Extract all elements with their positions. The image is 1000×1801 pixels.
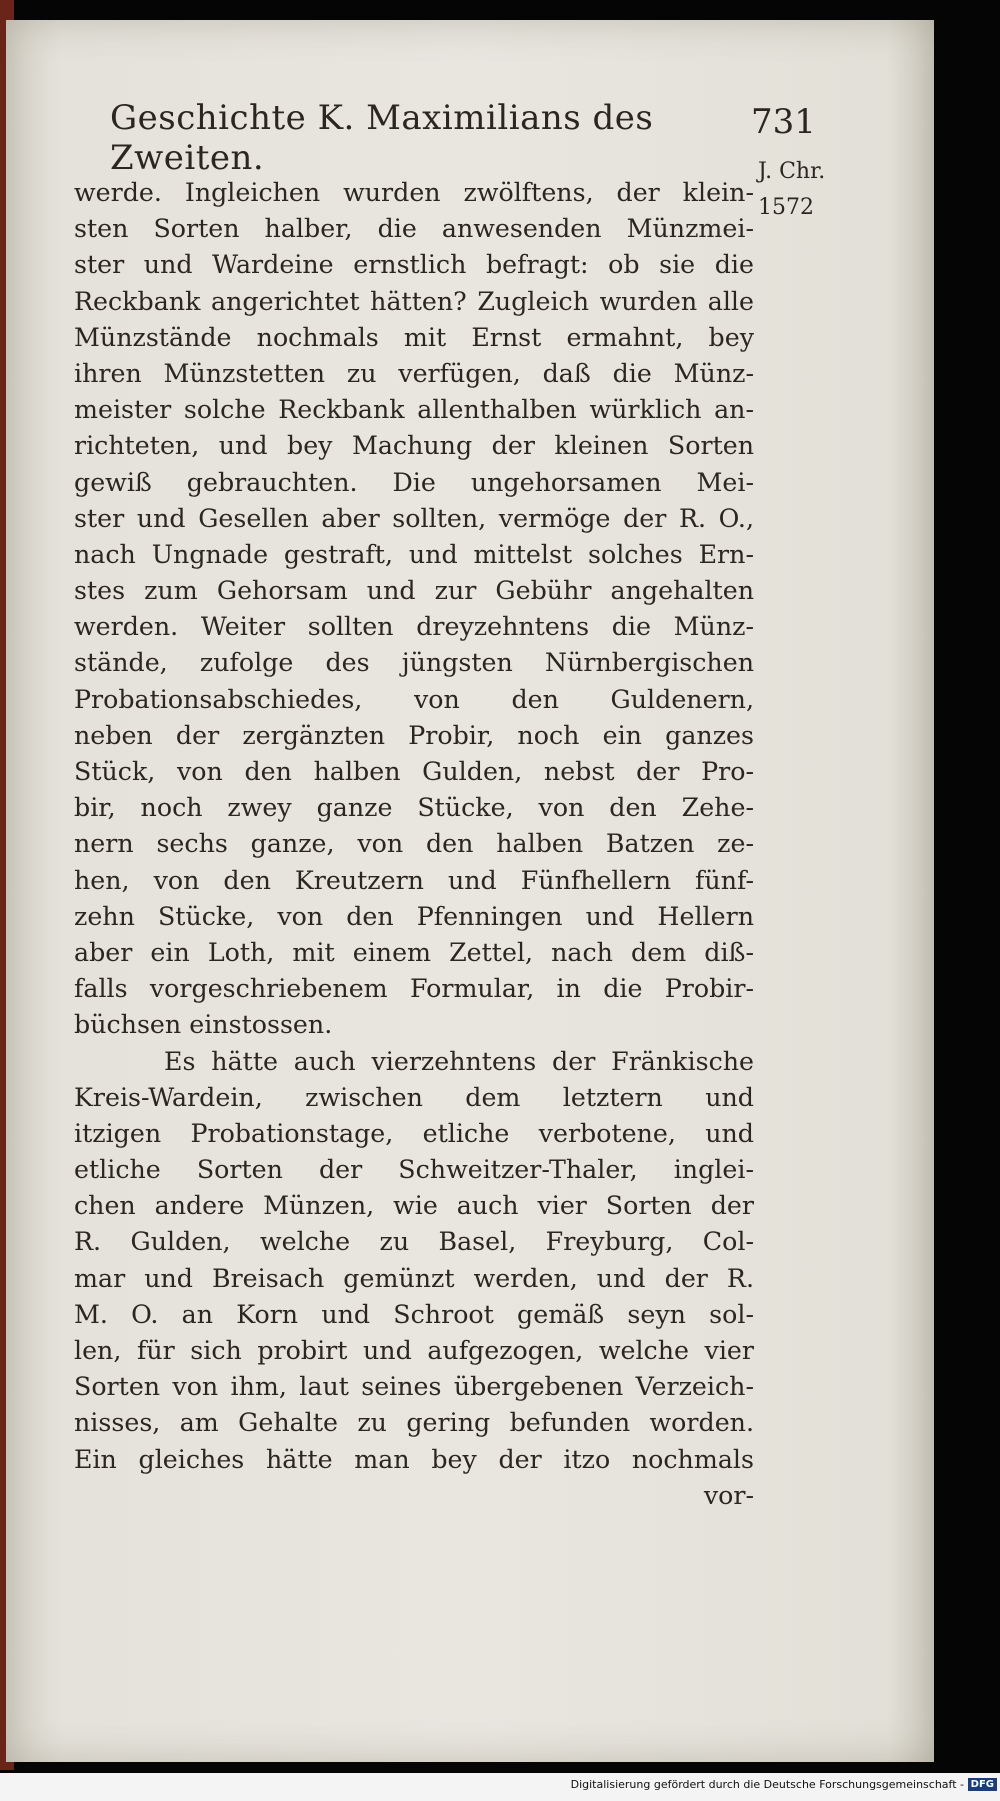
text-line: werden. Weiter sollten dreyzehntens die Münz- — [74, 612, 754, 642]
dfg-logo: DFG — [968, 1778, 997, 1791]
text-line: len, für sich probirt und aufgezogen, welche vier — [74, 1336, 754, 1365]
text-line: Probationsabschiedes, von den Guldenern, — [74, 684, 754, 714]
text-line: meister solche Reckbank allenthalben würklich an- — [74, 395, 754, 425]
text-line: sten Sorten halber, die anwesenden Münzmei- — [74, 214, 754, 244]
text-line: R. Gulden, welche zu Basel, Freyburg, Col- — [74, 1227, 754, 1257]
text-line: falls vorgeschriebenem Formular, in die Probir- — [74, 974, 754, 1004]
text-line: Sorten von ihm, laut seines übergebenen Verzeich- — [74, 1372, 754, 1402]
text-line: ster und Gesellen aber sollten, vermöge der R. O., — [74, 503, 754, 533]
text-line: ihren Münzstetten zu verfügen, daß die Münz- — [74, 358, 754, 388]
text-line: stes zum Gehorsam und zur Gebühr angehalten — [74, 576, 754, 606]
text-line: Ein gleiches hätte man bey der itzo nochmals — [74, 1444, 754, 1474]
digitization-footer — [0, 1773, 1000, 1801]
text-line: Es hätte auch vierzehntens der Fränkische — [164, 1046, 754, 1076]
text-line: büchsen einstossen. — [74, 1010, 333, 1040]
margin-note-year: 1572 — [758, 195, 814, 220]
text-line: zehn Stücke, von den Pfenningen und Hellern — [74, 901, 754, 931]
text-line: richteten, und bey Machung der kleinen Sorten — [74, 431, 754, 461]
text-line: werde. Ingleichen wurden zwölftens, der klein- — [74, 178, 754, 207]
text-line: etliche Sorten der Schweitzer-Thaler, inglei- — [74, 1155, 754, 1185]
text-line: hen, von den Kreutzern und Fünfhellern fünf- — [74, 865, 754, 895]
text-line: itzigen Probationstage, etliche verbotene, und — [74, 1118, 754, 1148]
page-number: 731 — [751, 102, 816, 142]
text-line: Kreis-Wardein, zwischen dem letztern und — [74, 1082, 754, 1112]
text-line: mar und Breisach gemünzt werden, und der R. — [74, 1263, 754, 1293]
book-page — [6, 20, 934, 1762]
text-line: Stück, von den halben Gulden, nebst der Pro- — [74, 757, 754, 786]
text-line: Reckbank angerichtet hätten? Zugleich wurden alle — [74, 286, 754, 316]
text-line: gewiß gebrauchten. Die ungehorsamen Mei- — [74, 467, 754, 497]
body-text — [74, 175, 754, 1514]
text-line: aber ein Loth, mit einem Zettel, nach dem diß- — [74, 937, 754, 967]
text-line: vor- — [703, 1480, 754, 1510]
text-line: M. O. an Korn und Schroot gemäß seyn sol- — [74, 1299, 754, 1329]
text-line: nisses, am Gehalte zu gering befunden worden. — [74, 1408, 754, 1438]
text-line: chen andere Münzen, wie auch vier Sorten der — [74, 1191, 754, 1221]
text-line: Münzstände nochmals mit Ernst ermahnt, bey — [74, 322, 754, 352]
text-line: neben der zergänzten Probir, noch ein ganzes — [74, 720, 754, 750]
text-line: stände, zufolge des jüngsten Nürnbergischen — [74, 648, 754, 678]
text-line: ster und Wardeine ernstlich befragt: ob sie die — [74, 250, 754, 280]
text-line: bir, noch zwey ganze Stücke, von den Zehe- — [74, 793, 754, 823]
running-title: Geschichte K. Maximilians des Zweiten. — [110, 98, 654, 178]
margin-note-era: J. Chr. — [758, 159, 826, 184]
funding-credit: Digitalisierung gefördert durch die Deutsche Forschungsgemeinschaft - — [570, 1778, 964, 1791]
text-line: nach Ungnade gestraft, und mittelst solches Ern- — [74, 539, 754, 569]
text-line: nern sechs ganze, von den halben Batzen ze- — [74, 829, 754, 859]
